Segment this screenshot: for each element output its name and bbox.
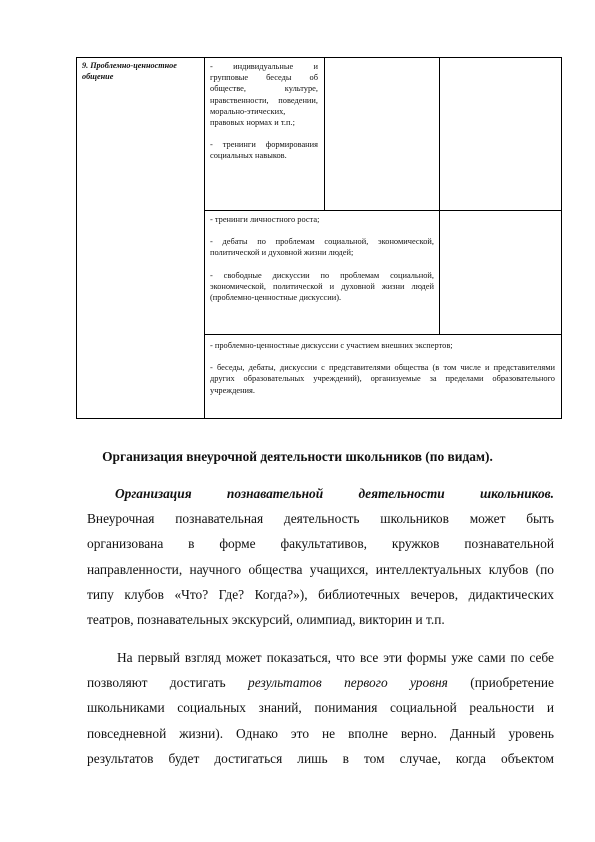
list-item: - дебаты по проблемам социальной, экономической, политической и духовной жизни людей; bbox=[210, 237, 434, 258]
paragraph-cognitive bbox=[87, 481, 554, 632]
text-line: результатов будет достигаться лишь в том случае, когда объектом bbox=[87, 750, 554, 766]
text-line: типу клубов «Что? Где? Когда?»), библиотечных вечеров, дидактических bbox=[87, 586, 554, 602]
text-line: театров, познавательных экскурсий, олимпиад, викторин и т.п. bbox=[87, 612, 445, 628]
table-col-divider bbox=[204, 58, 205, 418]
table-row-divider bbox=[204, 210, 561, 211]
text-line: организована в форме факультативов, кружков познавательной bbox=[87, 536, 554, 552]
table-cell-row2 bbox=[210, 214, 434, 303]
section-heading: Организация внеурочной деятельности школьников (по видам). bbox=[102, 449, 493, 464]
table-cell-row1 bbox=[210, 61, 318, 162]
activity-table bbox=[76, 57, 562, 419]
list-item: - индивидуальные и групповые беседы об обществе, культуре, нравственности, поведении, морально-этических, правовых нормах и т.п.; bbox=[210, 62, 318, 128]
text-line: школьниками социальных знаний, понимания социальной реальности и bbox=[87, 700, 554, 716]
list-item: - проблемно-ценностные дискуссии с участием внешних экспертов; bbox=[210, 341, 453, 350]
list-item: - беседы, дебаты, дискуссии с представителями общества (в том числе и представителями других образовательных учреждений), организуемые за пределами образовательного учреждения. bbox=[210, 363, 555, 395]
paragraph-first-level bbox=[87, 645, 554, 771]
list-item: - свободные дискуссии по проблемам социальной, экономической, политической и духовной жизни людей (проблемно-ценностные дискуссии). bbox=[210, 270, 434, 303]
paragraph-lead bbox=[87, 481, 554, 506]
text-fragment: позволяют достигать bbox=[87, 675, 226, 691]
text-line: направленности, научного общества учащихся, интеллектуальных клубов (по bbox=[87, 561, 554, 577]
text-line: На первый взгляд может показаться, что все эти формы уже сами по себе bbox=[117, 650, 554, 665]
list-item: - тренинги личностного роста; bbox=[210, 215, 320, 224]
table-cell-row3 bbox=[210, 340, 555, 396]
text-fragment: (приобретение bbox=[470, 675, 554, 691]
text-line: Внеурочная познавательная деятельность школьников может быть bbox=[87, 511, 554, 527]
table-col-divider bbox=[439, 58, 440, 334]
table-col-divider bbox=[324, 58, 325, 210]
emphasis-fragment: результатов первого уровня bbox=[248, 675, 448, 691]
lead-phrase: Организация познавательной деятельности школьников. bbox=[115, 486, 554, 501]
text-line bbox=[87, 670, 554, 695]
table-header-cell: 9. Проблемно-ценностное общение bbox=[82, 61, 177, 81]
text-line: повседневной жизни). Однако это не вполне верно. Данный уровень bbox=[87, 725, 554, 741]
list-item: - тренинги формирования социальных навыков. bbox=[210, 140, 318, 161]
table-row-divider bbox=[204, 334, 561, 335]
